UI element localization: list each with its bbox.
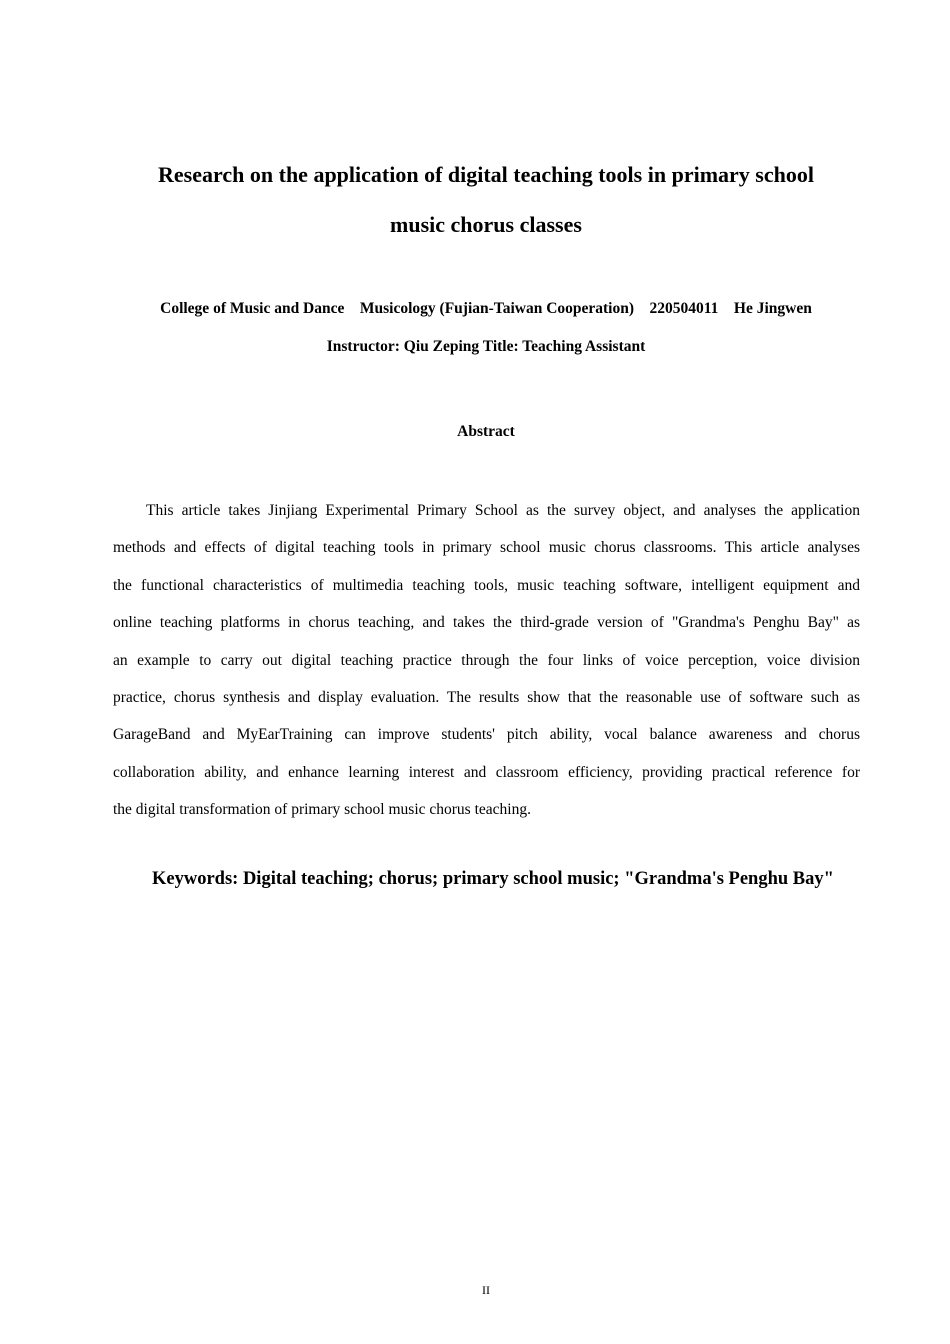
- page-number: II: [482, 1283, 490, 1297]
- author-info: College of Music and Dance Musicology (Fujian-Taiwan Cooperation) 220504011 He Jingwen: [160, 300, 812, 317]
- paper-title: [100, 150, 872, 250]
- abstract-line: the functional characteristics of multimedia teaching tools, music teaching software, intelligent equipment and: [113, 576, 860, 594]
- abstract-line: methods and effects of digital teaching tools in primary school music chorus classrooms. This article analyses: [113, 539, 860, 557]
- abstract-line: This article takes Jinjiang Experimental Primary School as the survey object, and analyses the application: [146, 502, 860, 519]
- abstract-line: an example to carry out digital teaching practice through the four links of voice perception, voice division: [113, 651, 860, 669]
- abstract-heading: Abstract: [457, 423, 515, 440]
- instructor-info: Instructor: Qiu Zeping Title: Teaching Assistant: [326, 338, 646, 355]
- abstract-line: online teaching platforms in chorus teaching, and takes the third-grade version of "Grandma's Penghu Bay" as: [113, 614, 860, 632]
- abstract-body: [113, 492, 860, 829]
- abstract-line: the digital transformation of primary school music chorus teaching.: [113, 801, 531, 819]
- paper-title-line-1: Research on the application of digital teaching tools in primary school: [158, 162, 814, 187]
- abstract-line: GarageBand and MyEarTraining can improve students' pitch ability, vocal balance awareness and chorus: [113, 726, 860, 744]
- abstract-line: practice, chorus synthesis and display evaluation. The results show that the reasonable use of software such as: [113, 688, 860, 706]
- paper-title-line-2: music chorus classes: [390, 212, 582, 237]
- abstract-line: collaboration ability, and enhance learning interest and classroom efficiency, providing practical reference for: [113, 763, 860, 781]
- keywords: Keywords: Digital teaching; chorus; primary school music; "Grandma's Penghu Bay": [152, 869, 834, 889]
